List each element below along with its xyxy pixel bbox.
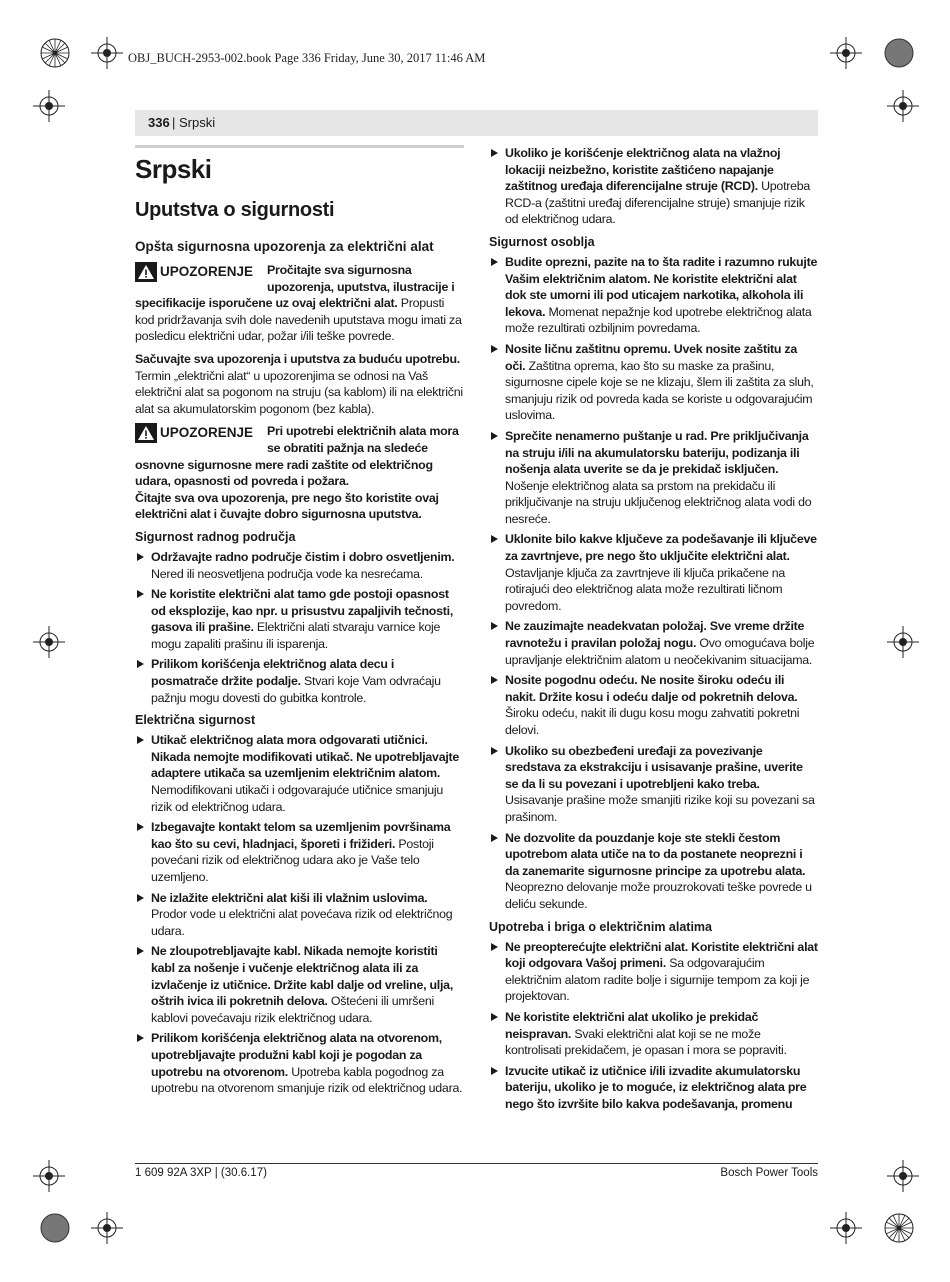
crosshair-mark-icon [830,1212,862,1244]
item-text: Široku odeću, nakit ili dugu kosu mogu zahvatiti pokretni delovi. [505,706,800,737]
list-item [135,549,464,582]
crosshair-mark-icon [887,90,919,122]
list-item [489,672,818,738]
list-item [489,830,818,913]
header-language: Srpski [179,115,216,130]
rcd-list [489,145,818,228]
item-text: Ostavljanje ključa za zavrtnjeve ili ključa prikačene na rotirajući deo električnog alata može rezultirati ličnom povredom. [505,565,786,613]
list-item [135,819,464,885]
item-bold: Nosite pogodnu odeću. Ne nosite široku odeću ili nakit. Držite kosu i odeću dalje od pokretnih delova. [505,673,798,704]
list-item [489,1063,818,1113]
item-text: Električni alati stvaraju varnice koje mogu zapaliti prašinu ili isparenja. [151,620,441,651]
header-separator: | [172,115,176,130]
warning-label: UPOZORENJE [160,425,254,441]
warning-block-1 [135,262,464,345]
list-item [489,1009,818,1059]
crosshair-mark-icon [830,37,862,69]
save-note: Sačuvajte sva upozorenja i uputstva za buduću upotrebu. [135,351,460,366]
list-item [135,656,464,706]
footer-brand: Bosch Power Tools [720,1167,818,1179]
subsection-title: Opšta sigurnosna upozorenja za električni alat [135,239,434,254]
item-bold: Ne preopterećujte električni alat. Koristite električni alat koji odgovara Vašoj primeni. [505,939,818,971]
item-bold: Održavajte radno područje čistim i dobro osvetljenim. [151,549,455,564]
item-text: Neoprezno delovanje može prouzrokovati teške povrede u deliću sekunde. [505,880,812,911]
item-bold: Ukoliko je korišćenje električnog alata na vlažnoj lokaciji neizbežno, koristite zaštićeno napajanje zaštitnog uređaja diferencijalne struje (RCD). [505,146,781,194]
title-rule [135,145,464,148]
personal-safety-heading: Sigurnost osoblja [489,234,595,249]
crosshair-mark-icon [887,626,919,658]
work-area-heading: Sigurnost radnog područja [135,529,296,544]
list-item [135,943,464,1026]
crosshair-mark-icon [91,37,123,69]
term-paragraph: Termin „električni alat“ u upozorenjima se odnosi na Vaš električni alat sa pogonom na struju (sa kablom) ili na električni alat sa akumulatorskim pogonom (bez kabla). [135,368,463,416]
item-bold: Budite oprezni, pazite na to šta radite i razumno rukujte Vašim električnim alatom. Ne koristite električni alat dok ste umorni ili pod uticajem narkotika, alkohola ili lekova. [505,254,818,319]
list-item [489,531,818,614]
footer-doc-number: 1 609 92A 3XP | (30.6.17) [135,1167,267,1179]
list-item [489,254,818,337]
crosshair-mark-icon [91,1212,123,1244]
item-bold: Ne koristite električni alat tamo gde postoji opasnost od eksplozije, kao npr. u prisustvu zapaljivih tečnosti, gasova ili prašine. [151,587,454,635]
item-text: Oštećeni ili umršeni kablovi povećavaju rizik električnog udara. [151,994,435,1025]
footer-rule [135,1163,818,1164]
item-bold: Ukoliko su obezbeđeni uređaji za povezivanje sredstava za ekstrakciju i usisavanje prašine, uverite se da li su povezani i upotrebljeni kako treba. [505,743,803,791]
item-bold: Ne zauzimajte neadekvatan položaj. Sve vreme držite ravnotežu i pravilan položaj nogu. [505,619,805,651]
gray-dot-mark-icon [883,37,915,69]
item-bold: Izbegavajte kontakt telom sa uzemljenim površinama kao što su cevi, hladnjaci, šporeti i frižideri. [151,820,451,851]
registration-mark-icon [39,37,71,69]
list-item [135,586,464,652]
work-area-list [135,549,464,706]
item-bold: Ne izlažite električni alat kiši ili vlažnim uslovima. [151,890,428,905]
warning-text-bold-2: Čitajte sva ova upozorenja, pre nego što koristite ovaj električni alat i čuvajte dobro sigurnosna uputstva. [135,490,439,522]
list-item [135,1030,464,1096]
item-text: Postoji povećani rizik od električnog udara ako je Vaše telo uzemljeno. [151,836,434,884]
item-text: Nošenje električnog alata sa prstom na prekidaču ili priključivanje na struju uključenog električnog alata vodi do nesreće. [505,478,812,526]
warning-text: Propusti kod pridržavanja svih dole navedenih uputstava mogu imati za posledicu električni udar, požar i/ili teške povrede. [135,296,462,344]
list-item [489,145,818,228]
item-text: Nered ili neosvetljena područja vode ka nesrećama. [151,566,423,581]
item-text: Upotreba kabla pogodnog za upotrebu na otvorenom smanjuje rizik od električnog udara. [151,1064,463,1096]
item-bold: Nosite ličnu zaštitnu opremu. Uvek nosite zaštitu za oči. [505,341,798,373]
item-text: Nemodifikovani utikači i odgovarajuće utičnice smanjuju rizik od električnog udara. [151,783,444,814]
page-header [135,110,818,136]
crosshair-mark-icon [33,90,65,122]
page-title: Srpski [135,154,212,184]
item-text: Zaštitna oprema, kao što su maske za prašinu, sigurnosne cipele koje se ne klizaju, šlem ili zaštita za sluh, smanjuju rizik od povreda kada se koriste u odgovarajućim uslovima. [505,358,814,423]
item-bold: Ne zloupotrebljavajte kabl. Nikada nemojte koristiti kabl za nošenje i vučenje električnog alata ili za izvlačenje iz utičnice. Držite kabl dalje od vreline, ulja, oštrih ivica ili pokretnih delova. [151,944,454,1009]
item-text: Upotreba RCD-a (zaštitni uređaj diferencijalne struje) smanjuje rizik od električnog udara. [505,179,811,227]
item-text: Sa odgovarajućim električnim alatom radite bolje i sigurnije tempom za koji je projektovan. [505,956,810,1004]
item-text: Momenat nepažnje kod upotrebe električnog alata može rezultirati ozbiljnim povredama. [505,304,812,336]
item-bold: Ne koristite električni alat ukoliko je prekidač neispravan. [505,1009,759,1041]
crosshair-mark-icon [887,1160,919,1192]
section-title: Uputstva o sigurnosti [135,199,335,221]
electrical-heading: Električna sigurnost [135,713,256,728]
list-item [489,939,818,1005]
crosshair-mark-icon [33,1160,65,1192]
print-header: OBJ_BUCH-2953-002.book Page 336 Friday, June 30, 2017 11:46 AM [128,51,486,65]
item-text: Ovo omogućava bolje upravljanje električnim alatom u neočekivanim situacijama. [505,636,815,667]
warning-text-bold: Pri upotrebi električnih alata mora se obratiti pažnja na sledeće osnovne sigurnosne mere radi zaštite od električnog udara, opasnosti od povreda i požara. [135,424,459,489]
warning-text-bold: Pročitajte sva sigurnosna upozorenja, uputstva, ilustracije i specifikacije isporučene uz ovaj električni alat. [135,263,455,311]
item-bold: Prilikom korišćenja električnog alata na otvorenom, upotrebljavajte produžni kabl koji je pogodan za upotrebu na otvorenom. [151,1031,442,1079]
warning-block-2 [135,423,464,523]
gray-dot-mark-icon [39,1212,71,1244]
item-bold: Utikač električnog alata mora odgovarati utičnici. Nikada nemojte modifikovati utikač. Ne upotrebljavajte adaptere utikača sa uzemljenim električnim alatom. [151,733,460,781]
item-text: Svaki električni alat koji se ne može kontrolisati prekidačem, je opasan i mora se popraviti. [505,1026,787,1058]
item-text: Stvari koje Vam odvraćaju pažnju mogu dovesti do gubitka kontrole. [151,674,441,705]
warning-badge [135,262,259,282]
item-text: Usisavanje prašine može smanjiti rizike koji su povezani sa prašinom. [505,793,815,824]
electrical-list [135,732,464,1096]
list-item [489,341,818,424]
list-item [489,618,818,668]
left-column [135,145,464,1101]
warning-label: UPOZORENJE [160,264,254,279]
registration-mark-icon [883,1212,915,1244]
list-item [489,428,818,528]
list-item [135,732,464,815]
list-item [135,890,464,940]
list-item [489,743,818,826]
item-text: Prodor vode u električni alat povećava rizik od električnog udara. [151,907,453,938]
item-bold: Uklonite bilo kakve ključeve za podešavanje ili ključeve za zavrtnjeve, pre nego što uključite električni alat. [505,532,817,564]
item-bold: Prilikom korišćenja električnog alata decu i posmatrače držite podalje. [151,657,395,689]
tool-care-list [489,939,818,1113]
crosshair-mark-icon [33,626,65,658]
right-column [489,145,818,1116]
item-bold: Sprečite nenamerno puštanje u rad. Pre priključivanja na struju i/ili na akumulatorsku bateriju, podizanja ili nošenja alata uverite se da je prekidač isključen. [505,428,809,477]
page-number: 336 [148,115,170,130]
personal-safety-list [489,254,818,913]
tool-care-heading: Upotreba i briga o električnim alatima [489,919,712,934]
warning-badge [135,423,259,443]
item-bold: Izvucite utikač iz utičnice i/ili izvadite akumulatorsku bateriju, ukoliko je to moguće, iz električnog alata pre nego što izvršite bilo kakva podešavanja, promenu [505,1063,807,1111]
item-bold: Ne dozvolite da pouzdanje koje ste stekli čestom upotrebom alata utiče na to da postanete neoprezni i da zanemarite sigurnosne principe za upotrebu alata. [505,830,806,878]
